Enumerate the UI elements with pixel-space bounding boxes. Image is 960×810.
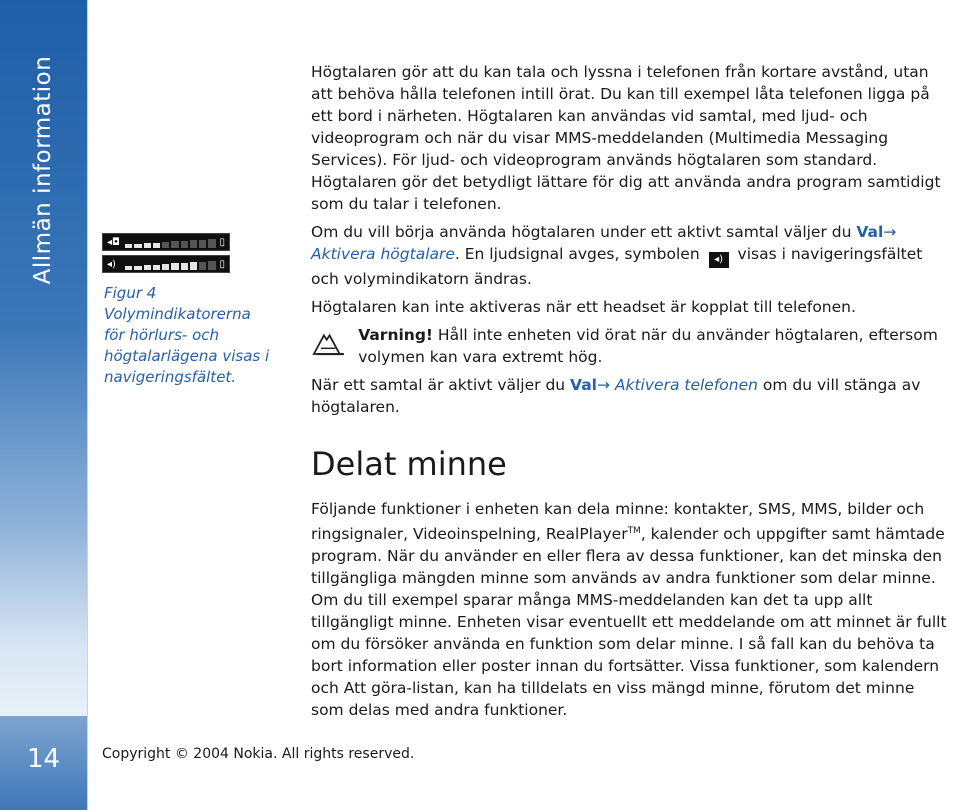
headset-icon: ◂◘ <box>107 236 120 248</box>
menu-val: Val <box>856 223 884 241</box>
headset-volume-bar <box>102 233 230 251</box>
paragraph-activate: Om du vill börja använda högtalaren under ett aktivt samtal väljer du Val→ Aktivera högtalare. En ljudsignal avges, symbolen ◂) visas i navigeringsfältet och volymindikatorn ändras. <box>311 223 923 288</box>
warning-text: Varning! Håll inte enheten vid örat när du använder högtalaren, eftersom volymen kan vara extremt hög. <box>358 326 938 366</box>
speaker-volume-bar <box>102 255 230 273</box>
paragraph-shared-memory: Följande funktioner i enheten kan dela minne: kontakter, SMS, MMS, bilder och ringsignaler, Videoinspelning, RealPlayer™, kalender och uppgifter samt hämtade program. När du använder en eller flera av dessa funktioner, kan det minska den tillgängliga mängden minne som används av andra funktioner som delar minne. Om du till exempel sparar många MMS-meddelanden kan det ta upp allt tillgängligt minne. Enheten visar eventuellt ett meddelande om att minnet är fullt om du försöker använda en funktion som delar minne. I så fall kan du behöva ta bort information eller poster innan du fortsätter. Vissa funktioner, som kalendern och Att göra-listan, kan ha tilldelats en viss mängd minne, förutom det minne som delas med andra funktioner. <box>311 500 947 720</box>
menu-val: Val <box>570 376 597 394</box>
section-title: Allmän information <box>30 55 56 285</box>
arrow-icon: → <box>883 223 897 241</box>
main-content <box>311 61 951 727</box>
warning-label: Varning! <box>358 326 433 344</box>
speaker-icon: ◂) <box>709 252 729 268</box>
menu-activate-speaker: Aktivera högtalare <box>311 245 455 263</box>
battery-icon: ▯ <box>219 236 225 248</box>
copyright-footer: Copyright © 2004 Nokia. All rights reserved. <box>102 746 415 762</box>
battery-icon: ▯ <box>219 258 225 270</box>
paragraph-headset: Högtalaren kan inte aktiveras när ett headset är kopplat till telefonen. <box>311 298 856 316</box>
warning <box>311 324 951 368</box>
volume-indicator-figure <box>102 233 230 277</box>
trademark-mark: TM <box>627 526 641 536</box>
speaker-icon: ◂) <box>107 258 116 270</box>
menu-activate-phone: Aktivera telefonen <box>609 376 758 394</box>
paragraph-deactivate: När ett samtal är aktivt väljer du Val→ Aktivera telefonen om du vill stänga av högtalaren. <box>311 376 921 416</box>
arrow-icon: → <box>596 376 610 394</box>
warning-icon <box>311 324 348 364</box>
section-heading: Delat minne <box>311 445 507 483</box>
divider <box>87 0 88 810</box>
figure-caption: Figur 4 Volymindikatorerna för hörlurs- och högtalarlägena visas i navigeringsfältet. <box>104 284 270 386</box>
paragraph-intro: Högtalaren gör att du kan tala och lyssna i telefonen från kortare avstånd, utan att behöva hålla telefonen intill örat. Du kan till exempel låta telefonen ligga på ett bord i närheten. Högtalaren kan användas vid samtal, med ljud- och videoprogram och när du visar MMS-meddelanden (Multimedia Messaging Services). För ljud- och videoprogram används högtalaren som standard. Högtalaren gör det betydligt lättare för dig att använda andra program samtidigt som du talar i telefonen. <box>311 63 941 213</box>
page-number: 14 <box>26 744 61 774</box>
